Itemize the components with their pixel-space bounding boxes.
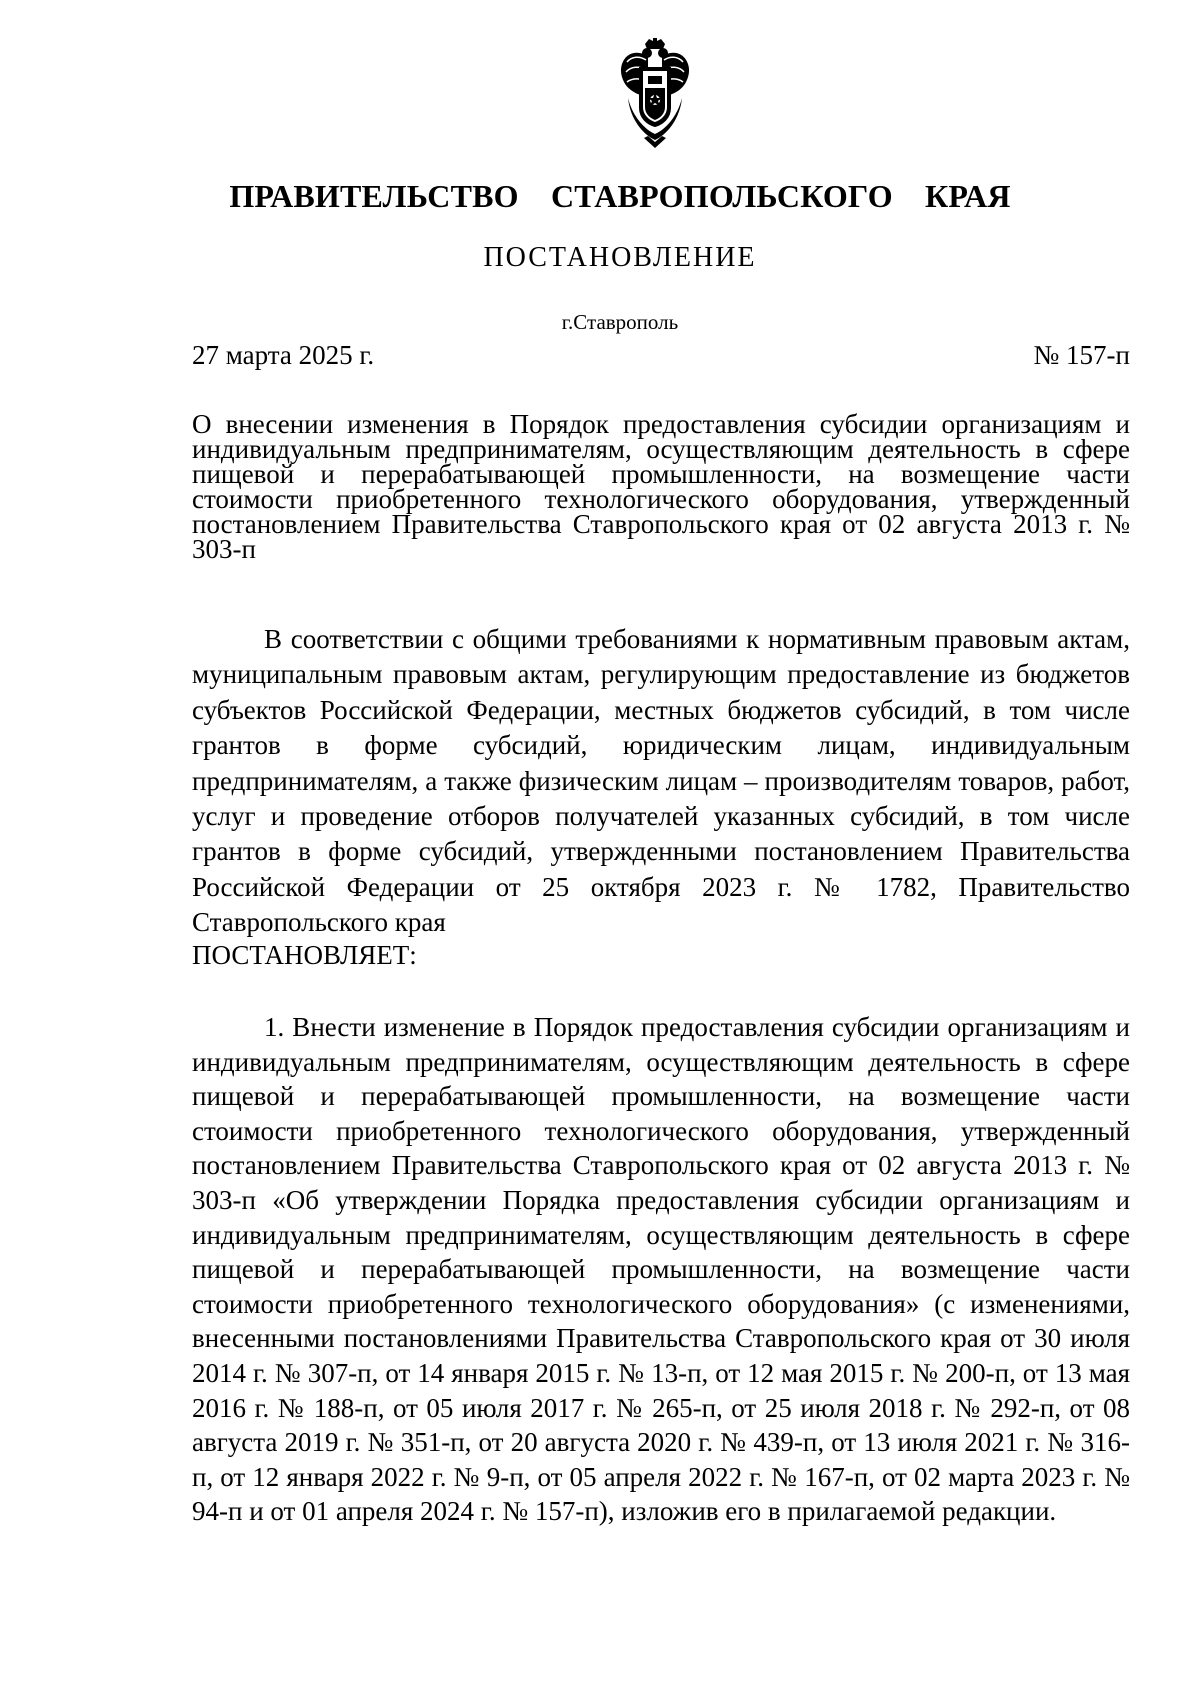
- document-type: ПОСТАНОВЛЕНИЕ: [483, 242, 757, 273]
- city: г.Ставрополь: [561, 310, 679, 334]
- document-date: 27 марта 2025 г.: [192, 340, 375, 370]
- preamble-paragraph: В соответствии с общими требованиями к нормативным правовым актам, муниципальным правовым актам, регулирующим предоставление из бюджетов субъектов Российской Федерации, местных бюджетов субсидий, в том числе грантов в форме субсидий, юридическим лицам, индивидуальным предпринимателям, а также физическим лицам – производителям товаров, работ, услуг и проведение отборов получателей указанных субсидий, в том числе грантов в форме субсидий, утвержденными постановлением Правительства Российской Федерации от 25 октября 2023 г. № 1782, Правительство Ставропольского края: [192, 624, 1130, 938]
- coat-of-arms-icon: [618, 38, 692, 150]
- government-title: ПРАВИТЕЛЬСТВО СТАВРОПОЛЬСКОГО КРАЯ: [229, 178, 1011, 214]
- document-subject: О внесении изменения в Порядок предоставления субсидии организациям и индивидуальным предпринимателям, осуществляющим деятельность в сфере пищевой и перерабатывающей промышленности, на возмещение части стоимости приобретенного технологического оборудования, утвержденный постановлением Правительства Ставропольского края от 02 августа 2013 г. № 303-п: [192, 409, 1130, 564]
- document-number: № 157-п: [1033, 340, 1130, 370]
- resolves-heading: ПОСТАНОВЛЯЕТ:: [192, 940, 417, 970]
- item-1-paragraph: 1. Внести изменение в Порядок предоставления субсидии организациям и индивидуальным предпринимателям, осуществляющим деятельность в сфере пищевой и перерабатывающей промышленности, на возмещение части стоимости приобретенного технологического оборудования, утвержденный постановлением Правительства Ставропольского края от 02 августа 2013 г. № 303-п «Об утверждении Порядка предоставления субсидии организациям и индивидуальным предпринимателям, осуществляющим деятельность в сфере пищевой и перерабатывающей промышленности, на возмещение части стоимости приобретенного технологического оборудования» (с изменениями, внесенными постановлениями Правительства Ставропольского края от 30 июля 2014 г. № 307-п, от 14 января 2015 г. № 13-п, от 12 мая 2015 г. № 200-п, от 13 мая 2016 г. № 188-п, от 05 июля 2017 г. № 265-п, от 25 июля 2018 г. № 292-п, от 08 августа 2019 г. № 351-п, от 20 августа 2020 г. № 439-п, от 13 июля 2021 г. № 316-п, от 12 января 2022 г. № 9-п, от 05 апреля 2022 г. № 167-п, от 02 марта 2023 г. № 94-п и от 01 апреля 2024 г. № 157-п), изложив его в прилагаемой редакции.: [192, 1012, 1130, 1527]
